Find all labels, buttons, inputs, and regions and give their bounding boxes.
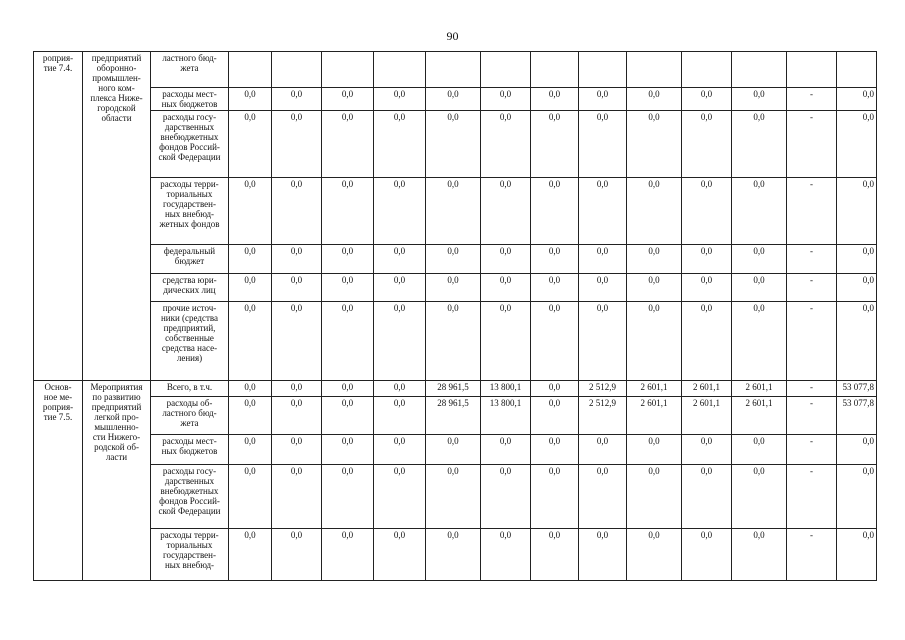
value-cell: 0,0 [322,111,374,178]
funding-source-cell: расходы терри- ториальных государствен- ных внебюд- жетных фондов [151,178,229,245]
value-cell: - [787,465,837,529]
value-cell: - [787,435,837,465]
value-cell: 0,0 [627,529,682,581]
value-cell: 0,0 [627,178,682,245]
value-cell: 0,0 [732,245,787,274]
value-cell: 0,0 [229,245,272,274]
table-row [34,245,877,274]
value-cell: 0,0 [531,302,579,381]
value-cell: 0,0 [272,381,322,397]
value-cell: 0,0 [229,111,272,178]
value-cell: 0,0 [374,529,426,581]
page-number: 90 [446,29,459,43]
value-cell: 0,0 [322,245,374,274]
value-cell: 0,0 [374,111,426,178]
value-cell: 0,0 [682,435,732,465]
value-cell: 0,0 [837,274,877,302]
value-cell: 0,0 [272,178,322,245]
value-cell: 0,0 [837,245,877,274]
value-cell: 0,0 [627,111,682,178]
value-cell: 0,0 [682,465,732,529]
value-cell: 0,0 [322,302,374,381]
value-cell: 0,0 [272,435,322,465]
value-cell: - [787,245,837,274]
value-cell: 53 077,8 [837,381,877,397]
value-cell: 0,0 [426,245,481,274]
value-cell: - [787,381,837,397]
value-cell: 0,0 [531,111,579,178]
activity-name-cell: Мероприятия по развитию предприятий легкой про- мышленно- сти Нижего- родской об- ласти [83,381,151,581]
table-row [34,52,877,88]
funding-source-cell: федеральный бюджет [151,245,229,274]
value-cell: 0,0 [531,465,579,529]
value-cell: 0,0 [374,245,426,274]
value-cell: 0,0 [322,529,374,581]
value-cell: 0,0 [272,529,322,581]
activity-number-cell: роприя- тие 7.4. [34,52,83,381]
value-cell: 0,0 [732,178,787,245]
table-row [34,435,877,465]
value-cell: 0,0 [426,465,481,529]
value-cell: - [787,88,837,111]
value-cell: 0,0 [322,397,374,435]
value-cell [322,52,374,88]
activity-name-cell: предприятий оборонно- промышлен- ного ком- плекса Ниже- городской области [83,52,151,381]
value-cell: 0,0 [374,435,426,465]
value-cell: 0,0 [374,381,426,397]
value-cell: 0,0 [531,245,579,274]
value-cell: 0,0 [322,88,374,111]
value-cell: 0,0 [481,111,531,178]
value-cell: 0,0 [374,465,426,529]
value-cell [531,52,579,88]
value-cell: 0,0 [627,435,682,465]
value-cell: 0,0 [426,111,481,178]
value-cell: 0,0 [531,435,579,465]
value-cell: 0,0 [732,465,787,529]
value-cell: 0,0 [322,435,374,465]
value-cell: 0,0 [481,529,531,581]
value-cell: 0,0 [531,178,579,245]
table-row [34,111,877,178]
value-cell: 0,0 [732,274,787,302]
value-cell: 0,0 [627,88,682,111]
value-cell: 28 961,5 [426,397,481,435]
value-cell: 0,0 [481,302,531,381]
value-cell: 0,0 [627,274,682,302]
value-cell: 0,0 [481,274,531,302]
value-cell: 0,0 [837,435,877,465]
value-cell: 0,0 [481,465,531,529]
value-cell: 0,0 [229,302,272,381]
value-cell: 0,0 [481,178,531,245]
value-cell: 0,0 [374,302,426,381]
value-cell [732,52,787,88]
value-cell: 0,0 [531,381,579,397]
value-cell: 0,0 [627,245,682,274]
value-cell: 0,0 [229,88,272,111]
value-cell: 13 800,1 [481,397,531,435]
value-cell [787,52,837,88]
funding-source-cell: расходы мест- ных бюджетов [151,435,229,465]
value-cell: - [787,397,837,435]
funding-source-cell: расходы об- ластного бюд- жета [151,397,229,435]
value-cell: 0,0 [682,245,732,274]
value-cell: 0,0 [374,274,426,302]
value-cell: 0,0 [374,397,426,435]
funding-source-cell: расходы госу- дарственных внебюджетных фондов Россий- ской Федерации [151,111,229,178]
value-cell: 0,0 [426,178,481,245]
value-cell: 0,0 [579,274,627,302]
value-cell: 0,0 [682,88,732,111]
value-cell: 0,0 [837,88,877,111]
value-cell: 0,0 [579,435,627,465]
value-cell [229,52,272,88]
value-cell: 0,0 [229,397,272,435]
value-cell: 0,0 [322,274,374,302]
table-row [34,178,877,245]
value-cell: 0,0 [682,274,732,302]
value-cell: 0,0 [732,529,787,581]
value-cell: 2 601,1 [682,381,732,397]
value-cell: 2 512,9 [579,381,627,397]
budget-table [33,51,877,581]
activity-number-cell: Основ- ное ме- роприя- тие 7.5. [34,381,83,581]
value-cell [682,52,732,88]
value-cell: 0,0 [374,178,426,245]
funding-source-cell: расходы госу- дарственных внебюджетных фондов Россий- ской Федерации [151,465,229,529]
value-cell: 0,0 [229,435,272,465]
value-cell: 13 800,1 [481,381,531,397]
value-cell: 0,0 [272,88,322,111]
value-cell: 0,0 [426,302,481,381]
table-row [34,88,877,111]
value-cell [272,52,322,88]
value-cell: 0,0 [481,245,531,274]
value-cell: 0,0 [272,302,322,381]
table-row [34,397,877,435]
value-cell [481,52,531,88]
value-cell: - [787,111,837,178]
value-cell: 0,0 [481,435,531,465]
table-row [34,381,877,397]
value-cell: 2 601,1 [682,397,732,435]
value-cell: 53 077,8 [837,397,877,435]
value-cell: - [787,178,837,245]
value-cell: 0,0 [579,111,627,178]
funding-source-cell: расходы терри- ториальных государствен- ных внебюд- [151,529,229,581]
value-cell: 0,0 [272,274,322,302]
value-cell: 2 601,1 [627,381,682,397]
value-cell: 0,0 [732,111,787,178]
funding-source-cell: ластного бюд- жета [151,52,229,88]
value-cell: 2 601,1 [627,397,682,435]
value-cell: 0,0 [531,397,579,435]
value-cell: 0,0 [426,435,481,465]
value-cell: 0,0 [837,178,877,245]
value-cell: 0,0 [272,465,322,529]
value-cell: 0,0 [579,245,627,274]
value-cell: 0,0 [272,245,322,274]
value-cell: 0,0 [229,274,272,302]
value-cell: 0,0 [531,274,579,302]
value-cell: 0,0 [229,529,272,581]
funding-source-cell: прочие источ- ники (средства предприятий, собственные средства насе- ления) [151,302,229,381]
value-cell: 0,0 [426,529,481,581]
table-row [34,274,877,302]
value-cell: 0,0 [272,111,322,178]
value-cell: 0,0 [837,529,877,581]
value-cell: - [787,274,837,302]
funding-source-cell: Всего, в т.ч. [151,381,229,397]
table-row [34,302,877,381]
value-cell: 28 961,5 [426,381,481,397]
value-cell [426,52,481,88]
value-cell: 0,0 [481,88,531,111]
value-cell: 0,0 [579,529,627,581]
value-cell: 0,0 [229,465,272,529]
value-cell: 0,0 [837,465,877,529]
value-cell: 0,0 [682,529,732,581]
value-cell: 0,0 [837,302,877,381]
value-cell: 0,0 [682,178,732,245]
value-cell: 0,0 [322,465,374,529]
value-cell: 0,0 [322,381,374,397]
value-cell: 0,0 [531,529,579,581]
value-cell: 0,0 [579,178,627,245]
value-cell: 0,0 [682,111,732,178]
table-row [34,529,877,581]
value-cell: - [787,302,837,381]
value-cell: 0,0 [579,302,627,381]
value-cell [374,52,426,88]
value-cell: 0,0 [531,88,579,111]
value-cell: 0,0 [229,178,272,245]
value-cell: 0,0 [579,465,627,529]
value-cell: 0,0 [627,302,682,381]
table-row [34,465,877,529]
value-cell: 0,0 [837,111,877,178]
value-cell: 0,0 [426,274,481,302]
value-cell: 2 601,1 [732,397,787,435]
value-cell: 0,0 [426,88,481,111]
value-cell: 0,0 [732,435,787,465]
value-cell [579,52,627,88]
value-cell: 0,0 [682,302,732,381]
value-cell: 0,0 [272,397,322,435]
funding-source-cell: средства юри- дических лиц [151,274,229,302]
value-cell: 0,0 [627,465,682,529]
value-cell: 0,0 [322,178,374,245]
value-cell: 0,0 [579,88,627,111]
value-cell: 2 601,1 [732,381,787,397]
value-cell: 0,0 [374,88,426,111]
value-cell: - [787,529,837,581]
value-cell: 0,0 [732,88,787,111]
value-cell: 0,0 [732,302,787,381]
value-cell [837,52,877,88]
value-cell: 2 512,9 [579,397,627,435]
funding-source-cell: расходы мест- ных бюджетов [151,88,229,111]
value-cell: 0,0 [229,381,272,397]
value-cell [627,52,682,88]
